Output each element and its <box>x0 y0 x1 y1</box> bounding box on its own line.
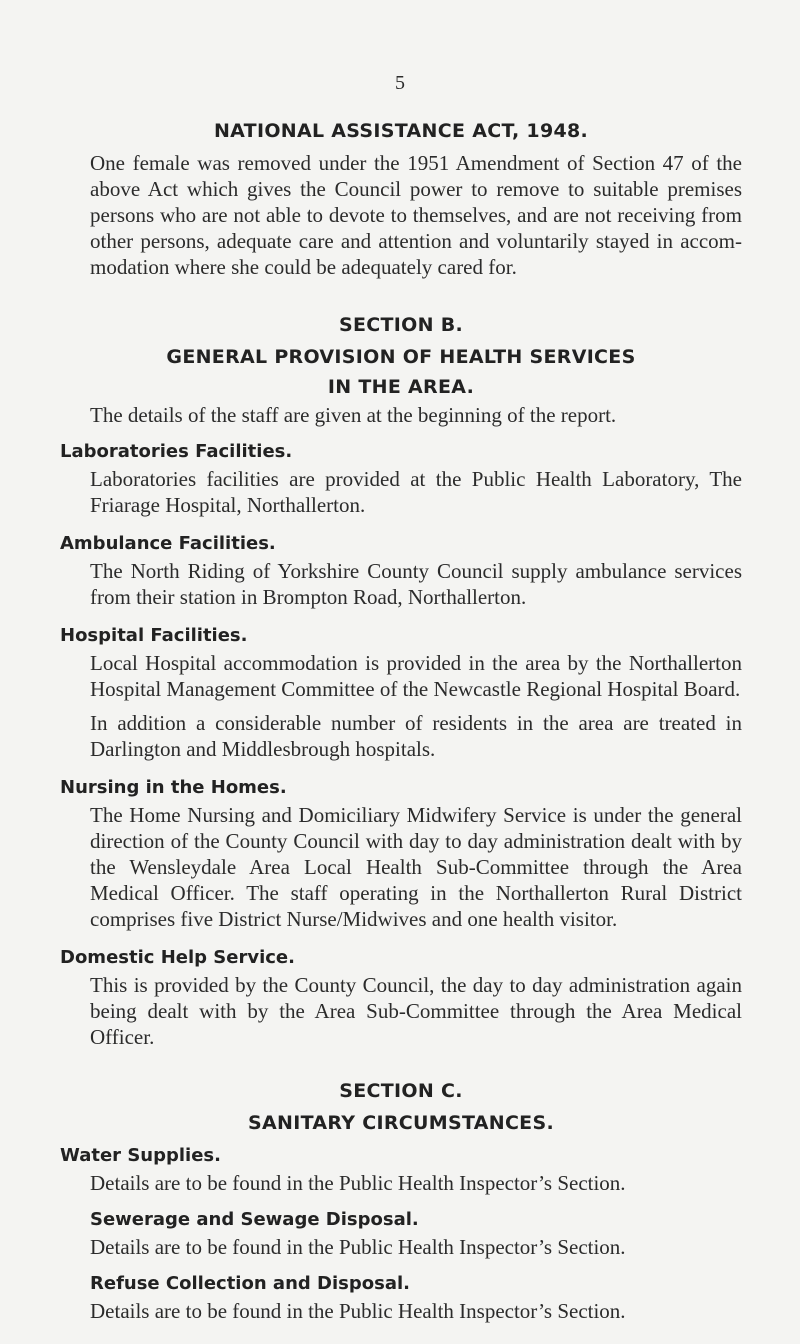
water-heading: Water Supplies. <box>60 1145 221 1166</box>
sewerage-heading: Sewerage and Sewage Disposal. <box>90 1209 419 1230</box>
nursing-body: The Home Nursing and Domiciliary Midwifery Service is under the general direction of the County Council with day to day administration dealt with by the Wensleydale Area Local Health Sub-Committee through the Area Medical Officer. The staff operating in the Northallerton Rural District comprises five District Nurse/Midwives and one health visitor. <box>90 803 742 931</box>
hospital-heading: Hospital Facilities. <box>60 625 248 646</box>
domestic-body: This is provided by the County Council, the day to day administration again being dealt with by the Area Sub-Committee through the Area Medical Officer. <box>90 973 742 1049</box>
refuse-heading: Refuse Collection and Disposal. <box>90 1273 410 1294</box>
labs-heading: Laboratories Facilities. <box>60 441 293 462</box>
section-b-title: SECTION B. <box>338 314 463 336</box>
page-content <box>60 120 742 1324</box>
water-body: Details are to be found in the Public Health Inspector’s Section. <box>90 1171 626 1195</box>
hospital-body-1: Local Hospital accommodation is provided in the area by the Northallerton Hospital Management Committee of the Newcastle Regional Hospital Board. <box>90 651 742 701</box>
domestic-heading: Domestic Help Service. <box>60 947 295 968</box>
ambulance-heading: Ambulance Facilities. <box>60 533 276 554</box>
section-b-subtitle-line1: GENERAL PROVISION OF HEALTH SERVICES <box>166 346 636 368</box>
section-b-subtitle-line2: IN THE AREA. <box>327 376 475 398</box>
sewerage-body: Details are to be found in the Public Health Inspector’s Section. <box>90 1235 626 1259</box>
section-b-intro: The details of the staff are given at the beginning of the report. <box>90 403 617 427</box>
national-assistance-body: One female was removed under the 1951 Amendment of Section 47 of the above Act which gives the Council power to remove to suitable premises persons who are not able to devote to themselves, and are not receiving from other persons, adequate care and attention and voluntarily stayed in accommodation where she could be adequately cared for. <box>90 151 742 279</box>
nursing-heading: Nursing in the Homes. <box>60 777 287 798</box>
section-c-subtitle: SANITARY CIRCUMSTANCES. <box>248 1112 554 1134</box>
hospital-body-2: In addition a considerable number of residents in the area are treated in Darlington and Middlesbrough hospitals. <box>90 711 742 761</box>
ambulance-body: The North Riding of Yorkshire County Council supply ambulance services from their station in Brompton Road, Northallerton. <box>90 559 742 609</box>
section-c-title: SECTION C. <box>339 1080 463 1102</box>
labs-body: Laboratories facilities are provided at the Public Health Laboratory, The Friarage Hospital, Northallerton. <box>90 467 742 517</box>
page-number: 5 <box>395 72 405 94</box>
national-assistance-title: NATIONAL ASSISTANCE ACT, 1948. <box>213 120 589 142</box>
refuse-body: Details are to be found in the Public Health Inspector’s Section. <box>90 1299 626 1323</box>
